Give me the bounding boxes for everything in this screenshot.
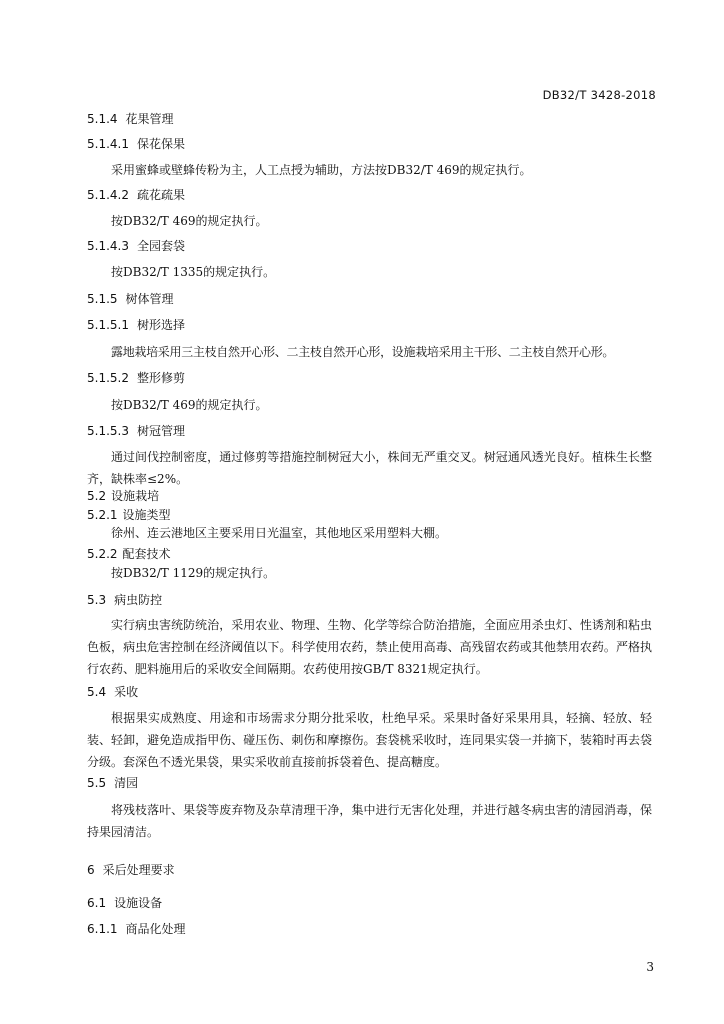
heading-6-1-1 <box>87 921 186 937</box>
heading-number: 5.1.5.1 <box>87 318 129 332</box>
heading-5-3 <box>87 592 162 608</box>
heading-title: 设施类型 <box>122 508 171 522</box>
heading-6-1 <box>87 895 162 911</box>
heading-title: 配套技术 <box>122 547 171 561</box>
heading-title: 病虫防控 <box>114 593 163 607</box>
heading-title: 树形选择 <box>136 318 185 332</box>
paragraph-5-3: 实行病虫害统防统治，采用农业、物理、生物、化学等综合防治措施，全面应用杀虫灯、性诱剂和粘虫色板，病虫危害控制在经济阈值以下。科学使用农药，禁止使用高毒、高残留农药或其他禁用农药。严格执行农药、肥料施用后的采收安全间隔期。农药使用按GB/T 8321规定执行。 <box>87 618 652 676</box>
heading-title: 树体管理 <box>125 292 174 306</box>
paragraph-5-1-5-1: 露地栽培采用三主枝自然开心形、二主枝自然开心形，设施栽培采用主干形、二主枝自然开心形。 <box>111 345 615 359</box>
heading-number: 5.1.5.3 <box>87 424 129 438</box>
heading-title: 商品化处理 <box>125 922 186 936</box>
heading-title: 采收 <box>114 685 139 699</box>
heading-number: 5.1.5.2 <box>87 371 129 385</box>
heading-number: 6.1 <box>87 896 107 910</box>
heading-number: 6 <box>87 863 95 877</box>
heading-number: 5.5 <box>87 776 107 790</box>
heading-5-1-4 <box>87 111 174 127</box>
heading-5-1-4-3 <box>87 238 185 254</box>
heading-number: 5.3 <box>87 593 107 607</box>
heading-5-2-2 <box>87 546 171 562</box>
paragraph-5-2-2: 按DB32/T 1129的规定执行。 <box>111 566 276 580</box>
heading-number: 5.2 <box>87 489 107 503</box>
heading-title: 花果管理 <box>125 112 174 126</box>
heading-title: 清园 <box>114 776 139 790</box>
heading-5-1-5-2 <box>87 370 185 386</box>
heading-title: 设施栽培 <box>111 489 160 503</box>
page-number: 3 <box>646 960 654 974</box>
heading-5-1-5-3 <box>87 423 185 439</box>
paragraph-5-1-5-3: 通过间伐控制密度，通过修剪等措施控制树冠大小，株间无严重交叉。树冠通风透光良好。植株生长整齐，缺株率≤2%。 <box>87 450 652 486</box>
heading-5-1-5 <box>87 291 174 307</box>
heading-number: 5.1.4.1 <box>87 137 129 151</box>
heading-title: 保花保果 <box>136 137 185 151</box>
heading-5-1-4-1 <box>87 136 185 152</box>
heading-5-4 <box>87 684 138 700</box>
heading-title: 采后处理要求 <box>102 863 175 877</box>
paragraph-5-1-4-1: 采用蜜蜂或壁蜂传粉为主，人工点授为辅助，方法按DB32/T 469的规定执行。 <box>111 163 532 177</box>
paragraph-5-1-4-2: 按DB32/T 469的规定执行。 <box>111 214 268 228</box>
heading-number: 5.4 <box>87 685 107 699</box>
heading-number: 5.1.5 <box>87 292 118 306</box>
heading-title: 设施设备 <box>114 896 163 910</box>
heading-title: 疏花疏果 <box>136 188 185 202</box>
standard-code: DB32/T 3428-2018 <box>542 88 656 102</box>
heading-title: 全园套袋 <box>136 239 185 253</box>
paragraph-5-5: 将残枝落叶、果袋等废弃物及杂草清理干净，集中进行无害化处理，并进行越冬病虫害的清园消毒，保持果园清洁。 <box>87 803 652 839</box>
heading-number: 5.1.4.2 <box>87 188 129 202</box>
heading-5-1-4-2 <box>87 187 185 203</box>
heading-5-1-5-1 <box>87 317 185 333</box>
heading-5-2 <box>87 488 159 504</box>
heading-number: 5.1.4 <box>87 112 118 126</box>
paragraph-5-1-4-3: 按DB32/T 1335的规定执行。 <box>111 265 276 279</box>
heading-title: 整形修剪 <box>136 371 185 385</box>
heading-number: 5.1.4.3 <box>87 239 129 253</box>
heading-title: 树冠管理 <box>136 424 185 438</box>
paragraph-5-2-1: 徐州、连云港地区主要采用日光温室，其他地区采用塑料大棚。 <box>111 526 448 540</box>
paragraph-5-1-5-2: 按DB32/T 469的规定执行。 <box>111 398 268 412</box>
heading-5-5 <box>87 775 138 791</box>
heading-6 <box>87 862 175 878</box>
paragraph-5-4: 根据果实成熟度、用途和市场需求分期分批采收，杜绝早采。采果时备好采果用具，轻摘、轻放、轻装、轻卸，避免造成指甲伤、碰压伤、刺伤和摩擦伤。套袋桃采收时，连同果实袋一并摘下，装箱时再去袋分级。套深色不透光果袋，果实采收前直接前拆袋着色、提高糖度。 <box>87 711 652 769</box>
heading-number: 6.1.1 <box>87 922 118 936</box>
heading-number: 5.2.2 <box>87 547 118 561</box>
heading-number: 5.2.1 <box>87 508 118 522</box>
heading-5-2-1 <box>87 507 171 523</box>
